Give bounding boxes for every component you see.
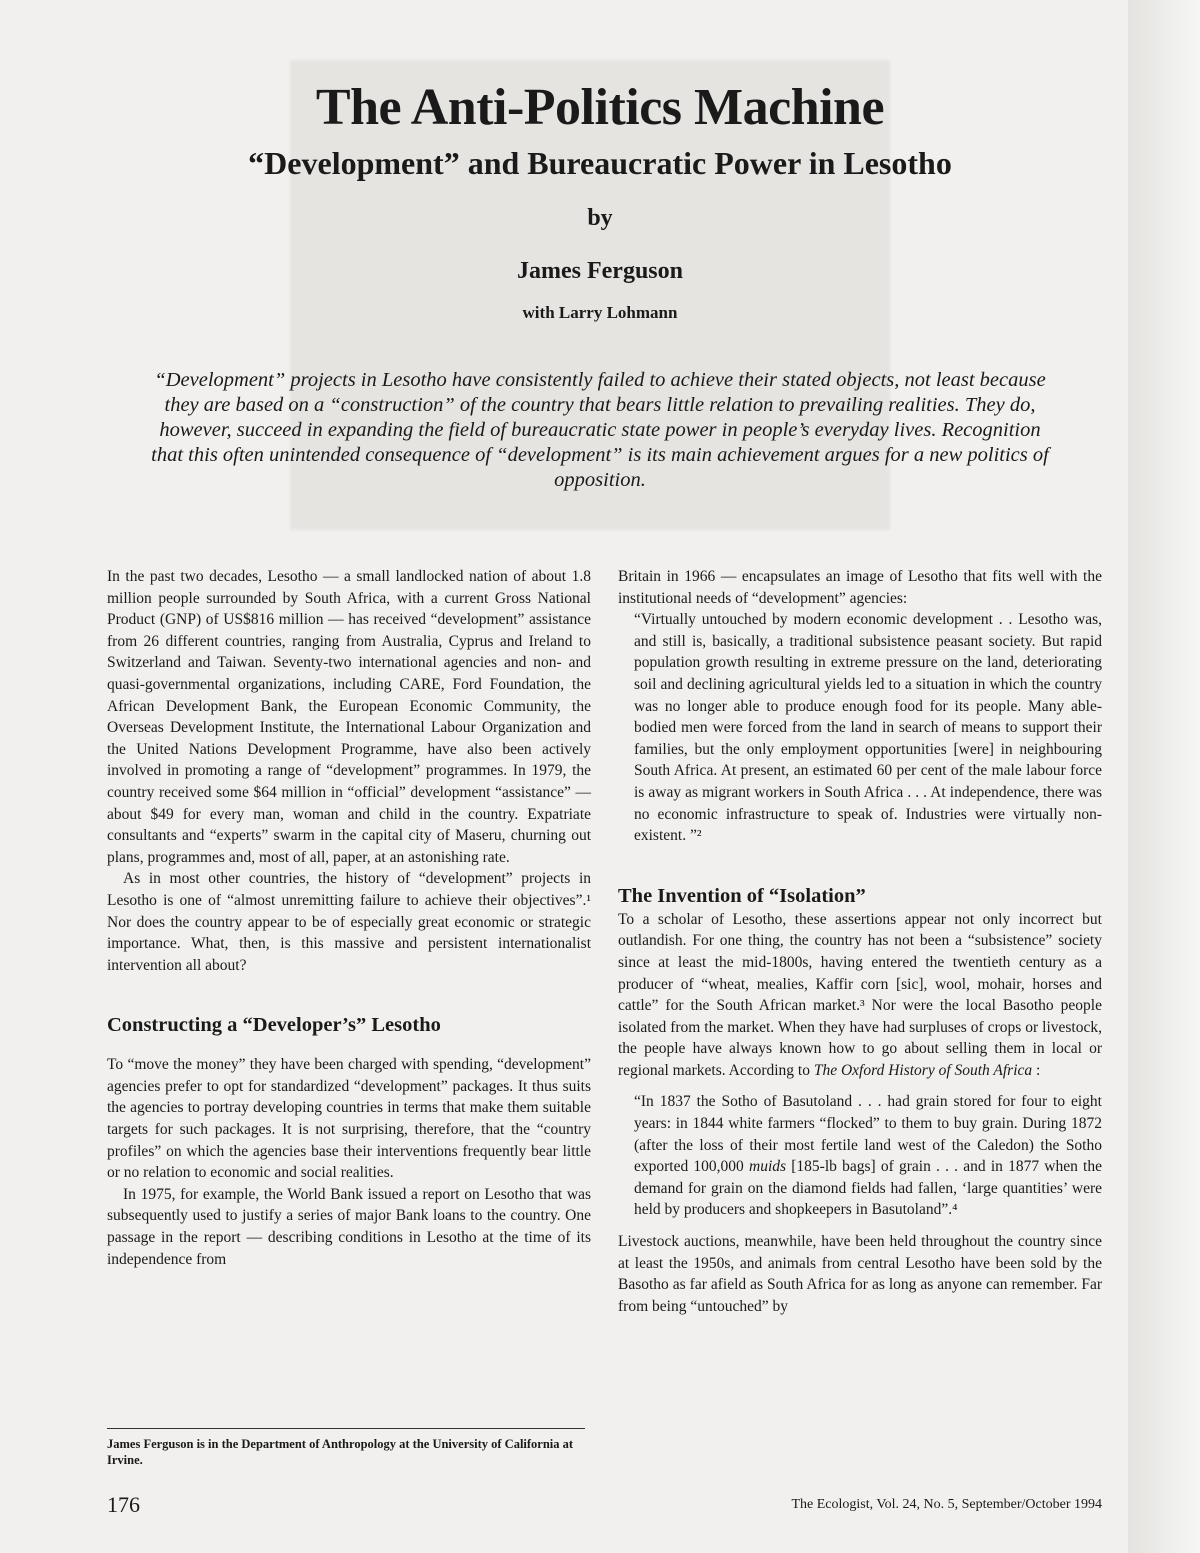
block-quote [618,1091,1102,1221]
page-number: 176 [107,1492,140,1517]
body-paragraph: In 1975, for example, the World Bank issued a report on Lesotho that was subsequently used to justify a series of major Bank loans to the country. One passage in the report — describing conditions in Lesotho at the time of its independence from [107,1185,591,1268]
article-subtitle: “Development” and Bureaucratic Power in Lesotho [248,145,952,181]
article-title: The Anti-Politics Machine [315,79,885,136]
coauthor-name: with Larry Lohmann [522,303,678,322]
left-column [107,566,591,1270]
footnote-text: James Ferguson is in the Department of Anthropology at the University of California at Irvine. [107,1437,574,1467]
section-heading: The Invention of “Isolation” [618,884,866,907]
body-paragraph: Britain in 1966 — encapsulates an image of Lesotho that fits well with the institutional needs of “development” agencies: [618,568,1102,607]
quote-text: [185-lb bags] of grain . . . and in 1877 when the demand for grain on the diamond fields had fallen, ‘large quantities’ were held by producers and shopkeepers in Basutoland”.⁴ [634,1158,1102,1219]
section-heading: Constructing a “Developer’s” Lesotho [107,1014,441,1037]
right-column [618,566,1102,1317]
body-paragraph: Livestock auctions, meanwhile, have been held throughout the country since at least the 1950s, and animals from central Lesotho have been sold by the Basotho as far afield as South Africa for as long as anyone can remember. Far from being “untouched” by [618,1233,1102,1315]
body-paragraph: In the past two decades, Lesotho — a small landlocked nation of about 1.8 million people surrounded by South Africa, with a current Gross National Product (GNP) of US$816 million — has received “development” assistance from 26 different countries, ranging from Australia, Cyprus and Ireland to Switzerland and Taiwan. Seventy-two international agencies and non- and quasi-governmental organizations, including CARE, Ford Foundation, the African Development Bank, the European Economic Community, the Overseas Development Institute, the International Labour Organization and the United Nations Development Programme, have also been actively involved in promoting a range of “development” programmes. In 1979, the country received some $64 million in “official” development “assistance” — about $49 for every man, woman and child in the country. Expatriate consultants and “experts” swarm in the capital city of Maseru, churning out plans, programmes and, most of all, paper, at an astonishing rate. [107,568,591,866]
journal-citation: The Ecologist, Vol. 24, No. 5, September/October 1994 [791,1497,1102,1512]
footnote-divider [107,1428,585,1429]
abstract: “Development” projects in Lesotho have consistently failed to achieve their stated objects, not least because they are based on a “construction” of the country that bears little relation to prevailing realities. They do, however, succeed in expanding the field of bureaucratic state power in people’s everyday lives. Recognition that this often unintended consequence of “development” is its main achievement argues for a new politics of opposition. [151,369,1049,491]
quote-text: “In 1837 the Sotho of Basutoland . . . had grain stored for four to eight years: in 1844 white farmers “flocked” to them to buy grain. During 1872 (after the loss of their most fertile land west of the Caledon) the Sotho exported 100,000 [634,1093,1102,1176]
scan-edge-shadow [1128,0,1200,1553]
body-paragraph [618,909,1102,1082]
book-title: The Oxford History of South Africa [813,1061,1033,1079]
body-paragraph: To “move the money” they have been charged with spending, “development” agencies prefer to opt for standardized “development” packages. It thus suits the agencies to portray developing countries in terms that make them suitable targets for such packages. It is not surprising, therefore, that the “country profiles” on which the agencies base their interventions frequently bear little or no relation to economic and social realities. [107,1056,591,1182]
byline-by: by [587,205,613,231]
author-footnote [107,1436,585,1468]
block-quote: “Virtually untouched by modern economic development . . Lesotho was, and still is, basically, a traditional subsistence peasant society. But rapid population growth resulting in extreme pressure on the land, deteriorating soil and declining agricultural yields led to a situation in which the country was no longer able to produce enough food for its people. Many able-bodied men were forced from the land in search of means to support their families, but the only employment opportunities [were] in neighbouring South Africa. At present, an estimated 60 per cent of the male labour force is away as migrant workers in South Africa . . . At independence, there was no economic infrastructure to speak of. Industries were virtually non-existent. ”² [634,611,1102,845]
author-name: James Ferguson [517,258,683,284]
body-paragraph: As in most other countries, the history of “development” projects in Lesotho is one of “almost unremitting failure to achieve their objectives”.¹ Nor does the country appear to be of especially great economic or strategic importance. What, then, is this massive and persistent internationalist intervention all about? [107,870,591,974]
body-text: To a scholar of Lesotho, these assertions appear not only incorrect but outlandish. For one thing, the country has not been a “subsistence” society since at least the mid-1800s, having entered the twentieth century as a producer of “wheat, mealies, Kaffir corn [sic], wool, mohair, horses and cattle” for the South African market.³ Nor were the local Basotho people isolated from the market. When they have had surpluses of crops or livestock, the people have always known how to go about selling them in local or regional markets. According to [618,910,1102,1079]
body-text: : [1036,1061,1041,1079]
term-italic: muids [749,1158,787,1176]
